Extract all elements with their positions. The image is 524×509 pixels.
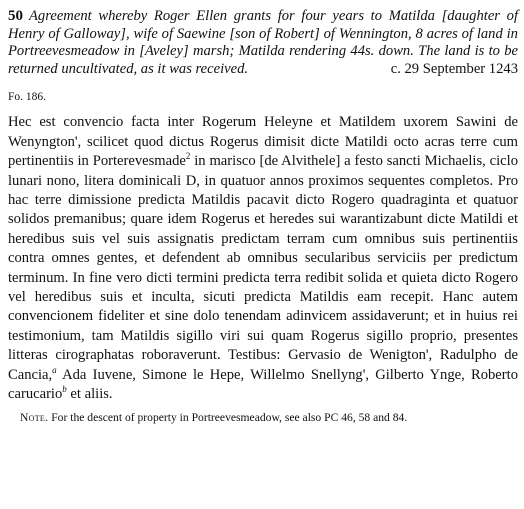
entry-date: c. 29 September 1243: [390, 60, 518, 77]
summary-last-line: [169, 60, 518, 77]
summary-line: was received.: [169, 60, 249, 77]
latin-text-part: Ada Iuvene, Simone le Hepe, Willelmo Snellyng', Gilberto Ynge, Roberto carucario: [8, 366, 518, 403]
entry-summary: [8, 8, 518, 78]
note-label: Note.: [20, 411, 49, 425]
latin-text-part: Hec est convencio facta inter Rogerum Heleyne et Matildem uxorem Sawini de Wenyngton', scilicet quod dictus Rogerus dimisit dicte Matildi octo acras terre cum pertinentiis in Porterevesmade: [8, 114, 518, 170]
footnote-marker: 2: [185, 151, 191, 162]
footnote-marker: a: [52, 364, 57, 375]
latin-text-part: et aliis.: [66, 386, 113, 403]
note-text: For the descent of property in Portreevesmeadow, see also PC 46, 58 and 84.: [48, 411, 408, 425]
summary-line: Matilda rendering 44s. down. The land is to be returned uncultivated, as it: [8, 43, 518, 77]
latin-text-part: in marisco [de Alvithele] a festo sancti Michaelis, ciclo lunari nono, litera dominicali D, in quatuor annos proximos sequentes completos. Pro hac terre dimissione predicta Matildis pacavit dicto Rogero quadraginta et quatuor solidos premanibus; quare idem Rogerus et heredes sui warantizabunt dicte Matildi et heredibus suis vel suis assignatis predictam terram cum omnibus suis pertinentiis contra omnes gentes, et defendent ab omnibus secularibus serviciis per predictum terminum. In fine vero dicti termini predicta terra redibit solida et quieta dicto Rogero vel heredibus suis et inculta, sicuti predicta Matildis eam recepit. Hanc autem convencionem fideliter et sine dolo tenendam adinvicem assidaverunt; et in huius rei testimonium, tam Matildis sigillo viri sui quam Rogerus sigillo proprio, presentes litteras cirographatas roboraverunt. Testibus: Gervasio de Wenigton', Radulpho de Cancia,: [8, 153, 518, 383]
summary-line: Wennington, 8 acres of land in Portreevesmeadow in [Aveley] marsh;: [8, 25, 518, 60]
entry-number: 50: [8, 8, 23, 24]
document-page: [8, 8, 518, 424]
editorial-note: [20, 411, 518, 424]
summary-line: [daughter of Henry of Galloway], wife of Saewine [son of Robert] of: [8, 8, 519, 42]
latin-text: [8, 113, 518, 404]
folio-reference: Fo. 186.: [8, 91, 47, 104]
summary-line: Agreement whereby Roger Ellen grants for four years to Matilda: [29, 8, 435, 24]
footnote-marker: b: [62, 384, 67, 395]
